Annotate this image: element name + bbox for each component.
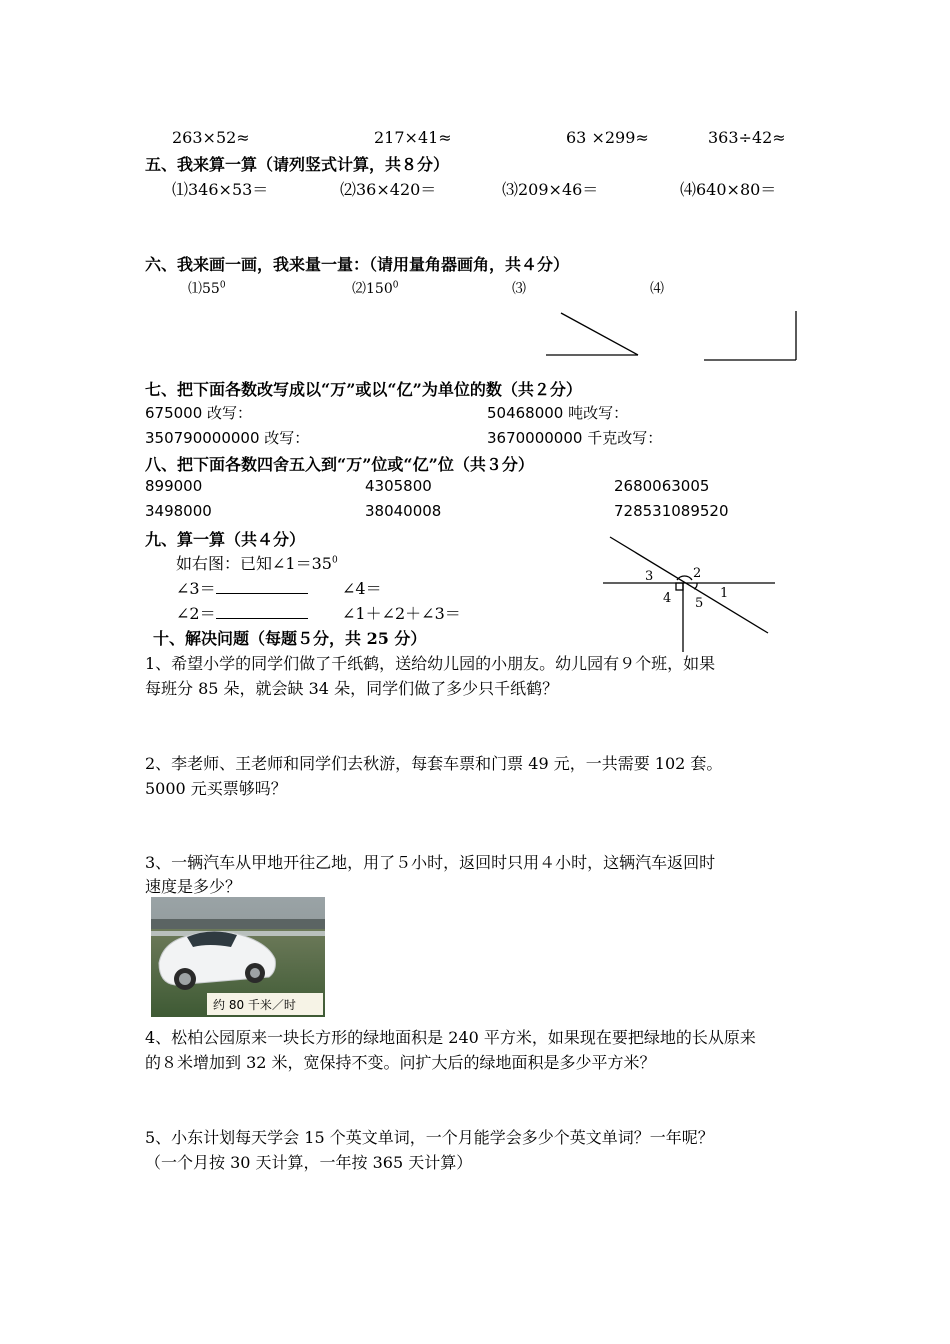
section8-item-4: 3498000 xyxy=(145,502,212,520)
section5-title: 五、我来算一算（请列竖式计算，共８分） xyxy=(145,155,450,174)
problem5-line2: （一个月按 30 天计算，一年按 365 天计算） xyxy=(145,1153,473,1172)
section9-q3: ∠3＝ xyxy=(176,576,308,599)
section9-given: 如右图：已知$\angle 1=35^0$ xyxy=(176,554,338,573)
section8-title: 八、把下面各数四舍五入到“万”位或“亿”位（共３分） xyxy=(145,455,534,474)
section8-item-1: 899000 xyxy=(145,477,203,495)
section6-item-2: $⑵150^0$ xyxy=(352,280,399,297)
section5-item-1: ⑴346×53＝ xyxy=(172,180,269,199)
section7-item-4: 3670000000 千克改写： xyxy=(487,429,663,447)
problem3-line1: 3、一辆汽车从甲地开往乙地，用了５小时，返回时只用４小时，这辆汽车返回时 xyxy=(145,853,716,872)
section5-item-2: ⑵36×420＝ xyxy=(340,180,437,199)
section6-item-1: $⑴55^0$ xyxy=(188,280,226,297)
car-speed-label: 约 80 千米／时 xyxy=(213,998,296,1012)
car-photo xyxy=(151,897,325,1017)
problem5-line1: 5、小东计划每天学会 15 个英文单词，一个月能学会多少个英文单词？一年呢？ xyxy=(145,1128,714,1147)
section8-item-2: 4305800 xyxy=(365,477,432,495)
section7-item-2: 50468000 吨改写： xyxy=(487,404,629,422)
section6-title: 六、我来画一画，我来量一量：（请用量角器画角，共４分） xyxy=(145,255,570,274)
section10-title: 十、解决问题（每题５分，共 25 分） xyxy=(153,629,427,648)
problem2-line1: 2、李老师、王老师和同学们去秋游，每套车票和门票 49 元，一共需要 102 套。 xyxy=(145,754,723,773)
problem1-line1: 1、希望小学的同学们做了千纸鹤，送给幼儿园的小朋友。幼儿园有９个班，如果 xyxy=(145,654,716,673)
problem1-line2: 每班分 85 朵，就会缺 34 朵，同学们做了多少只千纸鹤？ xyxy=(145,679,559,698)
section8-item-6: 728531089520 xyxy=(614,502,729,520)
section8-item-5: 38040008 xyxy=(365,502,442,520)
problem4-line2: 的８米增加到 32 米，宽保持不变。问扩大后的绿地面积是多少平方米？ xyxy=(145,1053,656,1072)
diagram-label-5: 5 xyxy=(695,596,704,611)
section9-q2: ∠2＝ xyxy=(176,601,308,624)
section9-q-sum: ∠1＋∠2＋∠3＝ xyxy=(342,604,461,623)
section9-q4: ∠4＝ xyxy=(342,579,382,598)
diagram-label-3: 3 xyxy=(645,569,654,584)
section6-item-4: ⑷ xyxy=(650,281,664,297)
problem2-line2: 5000 元买票够吗？ xyxy=(145,779,287,798)
section5-item-3: ⑶209×46＝ xyxy=(502,180,599,199)
section7-title: 七、把下面各数改写成以“万”或以“亿”为单位的数（共２分） xyxy=(145,380,582,399)
diagram-label-1: 1 xyxy=(720,586,729,601)
problem3-line2: 速度是多少？ xyxy=(145,877,242,896)
diagram-label-2: 2 xyxy=(693,566,702,581)
estimate-3: 63 ×299≈ xyxy=(566,128,649,147)
estimate-1: 263×52≈ xyxy=(172,128,250,147)
section9-title: 九、算一算（共４分） xyxy=(145,530,306,549)
section7-item-3: 350790000000 改写： xyxy=(145,429,310,447)
section7-item-1: 675000 改写： xyxy=(145,404,253,422)
problem4-line1: 4、松柏公园原来一块长方形的绿地面积是 240 平方米，如果现在要把绿地的长从原来 xyxy=(145,1028,756,1047)
section6-item-3: ⑶ xyxy=(512,281,526,297)
estimate-2: 217×41≈ xyxy=(374,128,452,147)
estimate-4: 363÷42≈ xyxy=(708,128,786,147)
diagram-label-4: 4 xyxy=(663,591,672,606)
section8-item-3: 2680063005 xyxy=(614,477,710,495)
section5-item-4: ⑷640×80＝ xyxy=(680,180,777,199)
